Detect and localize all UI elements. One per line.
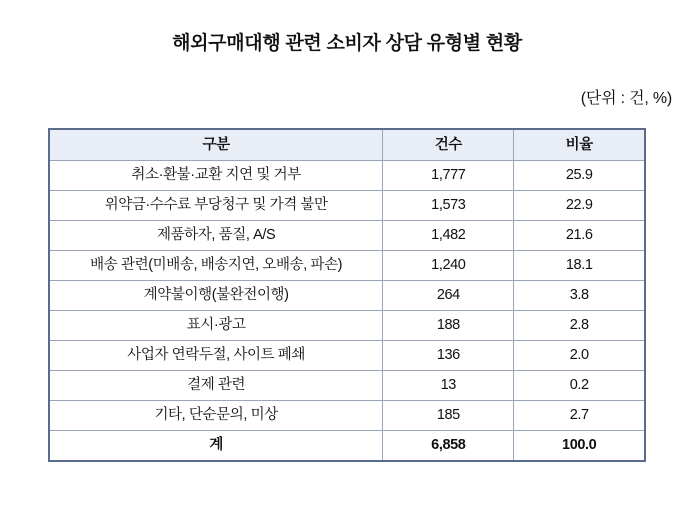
row-count: 1,777	[383, 161, 514, 191]
row-ratio: 25.9	[514, 161, 645, 191]
row-label: 기타, 단순문의, 미상	[49, 401, 383, 431]
row-label: 계약불이행(불완전이행)	[49, 281, 383, 311]
total-label: 계	[49, 431, 383, 462]
table-row	[49, 401, 645, 431]
table-row	[49, 191, 645, 221]
table-row	[49, 371, 645, 401]
row-count: 1,240	[383, 251, 514, 281]
row-label: 표시·광고	[49, 311, 383, 341]
unit-note: (단위 : 건, %)	[580, 90, 672, 107]
row-ratio: 22.9	[514, 191, 645, 221]
row-count: 136	[383, 341, 514, 371]
total-count: 6,858	[383, 431, 514, 462]
row-ratio: 2.7	[514, 401, 645, 431]
row-label: 결제 관련	[49, 371, 383, 401]
table-body	[49, 161, 645, 462]
table-row	[49, 281, 645, 311]
row-count: 1,573	[383, 191, 514, 221]
row-count: 1,482	[383, 221, 514, 251]
consultation-type-table	[48, 128, 646, 462]
total-ratio: 100.0	[514, 431, 645, 462]
row-label: 취소·환불·교환 지연 및 거부	[49, 161, 383, 191]
table-total-row	[49, 431, 645, 462]
column-header-category: 구분	[49, 129, 383, 161]
row-ratio: 18.1	[514, 251, 645, 281]
column-header-ratio: 비율	[514, 129, 645, 161]
table-header-row	[49, 129, 645, 161]
table-header	[49, 129, 645, 161]
row-count: 188	[383, 311, 514, 341]
row-ratio: 21.6	[514, 221, 645, 251]
column-header-count: 건수	[383, 129, 514, 161]
row-count: 264	[383, 281, 514, 311]
row-ratio: 2.0	[514, 341, 645, 371]
table-row	[49, 251, 645, 281]
table-row	[49, 311, 645, 341]
row-ratio: 0.2	[514, 371, 645, 401]
row-ratio: 3.8	[514, 281, 645, 311]
table-row	[49, 221, 645, 251]
row-label: 위약금·수수료 부당청구 및 가격 불만	[49, 191, 383, 221]
table-container	[48, 128, 646, 462]
row-label: 사업자 연락두절, 사이트 폐쇄	[49, 341, 383, 371]
row-label: 제품하자, 품질, A/S	[49, 221, 383, 251]
document-page	[0, 28, 694, 506]
row-ratio: 2.8	[514, 311, 645, 341]
row-count: 185	[383, 401, 514, 431]
row-count: 13	[383, 371, 514, 401]
table-row	[49, 341, 645, 371]
page-title: 해외구매대행 관련 소비자 상담 유형별 현황	[172, 33, 522, 54]
row-label: 배송 관련(미배송, 배송지연, 오배송, 파손)	[49, 251, 383, 281]
table-row	[49, 161, 645, 191]
